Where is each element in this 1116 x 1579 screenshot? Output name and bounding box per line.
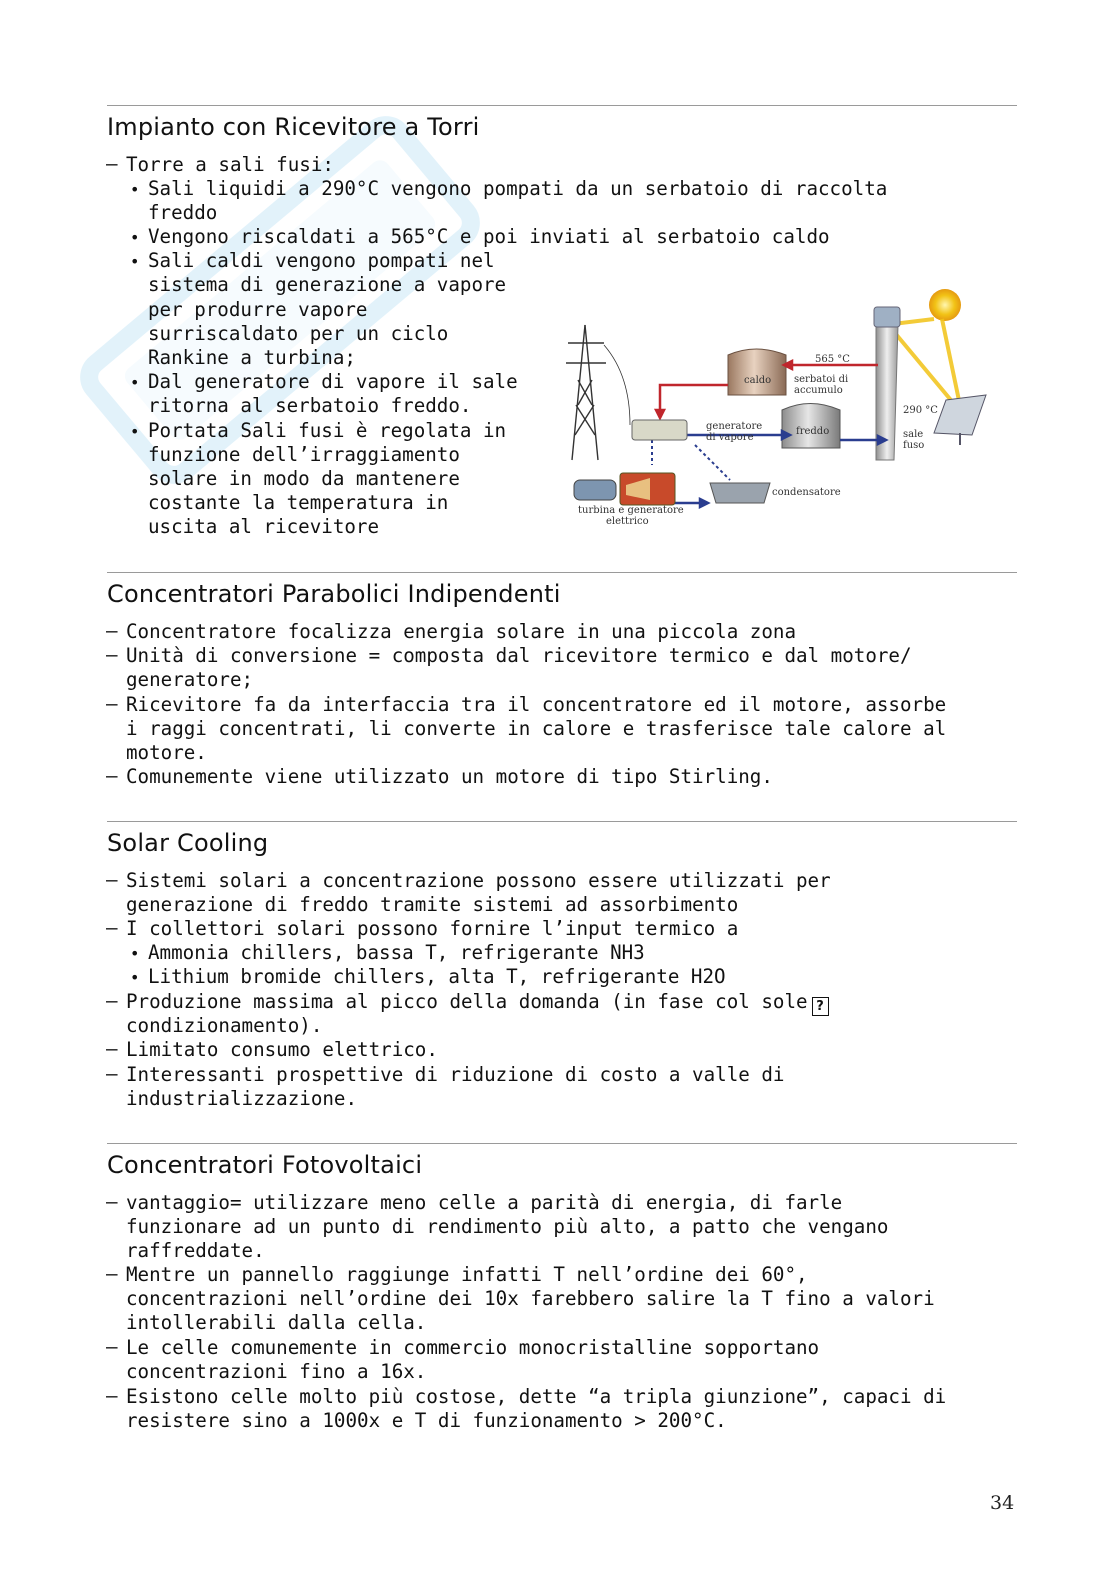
dash-marker: –	[106, 1384, 118, 1407]
text-line: funzione dell’irraggiamento	[148, 443, 460, 466]
text-line: generatore;	[126, 668, 254, 691]
receiver-icon	[874, 307, 900, 327]
bullet-marker: •	[130, 252, 140, 271]
dash-marker: –	[106, 764, 118, 787]
solar-tower-diagram	[560, 285, 1000, 545]
text-line: motore.	[126, 741, 207, 764]
condenser-icon	[710, 483, 770, 503]
dash-marker: –	[106, 1062, 118, 1085]
bullet-marker: •	[130, 422, 140, 441]
text-line: ritorna al serbatoio freddo.	[148, 394, 472, 417]
hot-tank-icon	[728, 349, 786, 395]
section-title-cooling: Solar Cooling	[107, 829, 269, 857]
text-line: vantaggio= utilizzare meno celle a parità di energia, di farle	[126, 1191, 843, 1214]
power-pylon-icon	[566, 325, 630, 460]
section-title-parabolici: Concentratori Parabolici Indipendenti	[107, 580, 561, 608]
dash-marker: –	[106, 1037, 118, 1060]
text-line: Interessanti prospettive di riduzione di costo a valle di	[126, 1063, 785, 1086]
page-number: 34	[990, 1492, 1015, 1514]
text-line: Dal generatore di vapore il sale	[148, 370, 518, 393]
diagram-label-turbina: turbina e generatore	[578, 505, 684, 516]
cold-tank-icon	[782, 404, 840, 449]
bullet-marker: •	[130, 228, 140, 247]
diagram-label-fuso: fuso	[903, 440, 925, 451]
heliostat-icon	[934, 395, 986, 445]
dash-marker: –	[106, 989, 118, 1012]
text-line: Comunemente viene utilizzato un motore di tipo Stirling.	[126, 765, 773, 788]
text-line: concentrazioni nell’ordine dei 10x farebbero salire la T fino a valori	[126, 1287, 935, 1310]
text-line: i raggi concentrati, li converte in calore e trasferisce tale calore al	[126, 717, 947, 740]
bullet-marker: •	[130, 944, 140, 963]
text-line: Limitato consumo elettrico.	[126, 1038, 438, 1061]
missing-glyph-box: ?	[812, 997, 829, 1016]
dash-marker: –	[106, 643, 118, 666]
text-line: I collettori solari possono fornire l’input termico a	[126, 917, 739, 940]
text-line: Ricevitore fa da interfaccia tra il concentratore ed il motore, assorbe	[126, 693, 947, 716]
text-line: surriscaldato per un ciclo	[148, 322, 449, 345]
dash-marker: –	[106, 868, 118, 891]
section-divider	[107, 1143, 1017, 1144]
text-line: Le celle comunemente in commercio monocristalline sopportano	[126, 1336, 820, 1359]
steam-generator-icon	[632, 420, 687, 440]
text-line: industrializzazione.	[126, 1087, 358, 1110]
text-line: generazione di freddo tramite sistemi ad assorbimento	[126, 893, 739, 916]
diagram-label-caldo: caldo	[744, 375, 772, 386]
text-line: Unità di conversione = composta dal ricevitore termico e dal motore/	[126, 644, 912, 667]
dash-marker: –	[106, 692, 118, 715]
diagram-label-565: 565 °C	[815, 354, 850, 365]
text-line: Concentratore focalizza energia solare in una piccola zona	[126, 620, 797, 643]
diagram-label-sale: sale	[903, 429, 924, 440]
dash-marker: –	[106, 619, 118, 642]
text-line: freddo	[148, 201, 218, 224]
dash-marker: –	[106, 1262, 118, 1285]
section-divider	[107, 572, 1017, 573]
diagram-label-generatore: generatore	[706, 421, 763, 432]
text-line: Mentre un pannello raggiunge infatti T nell’ordine dei 60°,	[126, 1263, 808, 1286]
text-line: Vengono riscaldati a 565°C e poi inviati al serbatoio caldo	[148, 225, 830, 248]
section-title-fotovoltaici: Concentratori Fotovoltaici	[107, 1151, 423, 1179]
text-line: Ammonia chillers, bassa T, refrigerante NH3	[148, 941, 645, 964]
text-line: uscita al ricevitore	[148, 515, 380, 538]
diagram-label-accumulo: accumulo	[794, 385, 843, 396]
text-line: solare in modo da mantenere	[148, 467, 460, 490]
text-line: intollerabili dalla cella.	[126, 1311, 427, 1334]
diagram-label-serbatoi: serbatoi di	[794, 374, 849, 385]
text-line: Rankine a turbina;	[148, 346, 356, 369]
text-line: Portata Sali fusi è regolata in	[148, 419, 507, 442]
bullet-marker: •	[130, 373, 140, 392]
text-line: concentrazioni fino a 16x.	[126, 1360, 427, 1383]
text-line: funzionare ad un punto di rendimento più alto, a patto che vengano	[126, 1215, 889, 1238]
diagram-label-elettrico: elettrico	[606, 516, 649, 527]
text-line: resistere sino a 1000x e T di funzionamento > 200°C.	[126, 1409, 727, 1432]
text-line: per produrre vapore	[148, 298, 368, 321]
diagram-label-290: 290 °C	[903, 405, 938, 416]
dash-marker: –	[106, 916, 118, 939]
text-line: raffreddate.	[126, 1239, 265, 1262]
text-line	[126, 990, 829, 1016]
text-line: sistema di generazione a vapore	[148, 273, 507, 296]
section-title-torri: Impianto con Ricevitore a Torri	[107, 113, 480, 141]
bullet-marker: •	[130, 968, 140, 987]
text-line: Torre a sali fusi:	[126, 153, 334, 176]
dash-marker: –	[106, 1335, 118, 1358]
section-divider	[107, 105, 1017, 106]
bullet-marker: •	[130, 180, 140, 199]
text-line: costante la temperatura in	[148, 491, 449, 514]
dash-marker: –	[106, 1190, 118, 1213]
text-line: Sistemi solari a concentrazione possono essere utilizzati per	[126, 869, 831, 892]
section-divider	[107, 821, 1017, 822]
diagram-label-condensatore: condensatore	[772, 487, 841, 498]
diagram-label-di-vapore: di vapore	[706, 432, 754, 443]
turbine-generator-icon	[574, 473, 675, 505]
text-line: Lithium bromide chillers, alta T, refrigerante H2O	[148, 965, 726, 988]
dash-marker: –	[106, 152, 118, 175]
text-line: Esistono celle molto più costose, dette “a tripla giunzione”, capaci di	[126, 1385, 947, 1408]
text-line: Sali liquidi a 290°C vengono pompati da un serbatoio di raccolta	[148, 177, 888, 200]
sun-icon	[929, 289, 961, 321]
text-line: condizionamento).	[126, 1014, 323, 1037]
text-span: Produzione massima al picco della domanda (in fase col sole	[126, 990, 808, 1013]
text-line: Sali caldi vengono pompati nel	[148, 249, 495, 272]
diagram-label-freddo: freddo	[796, 426, 830, 437]
